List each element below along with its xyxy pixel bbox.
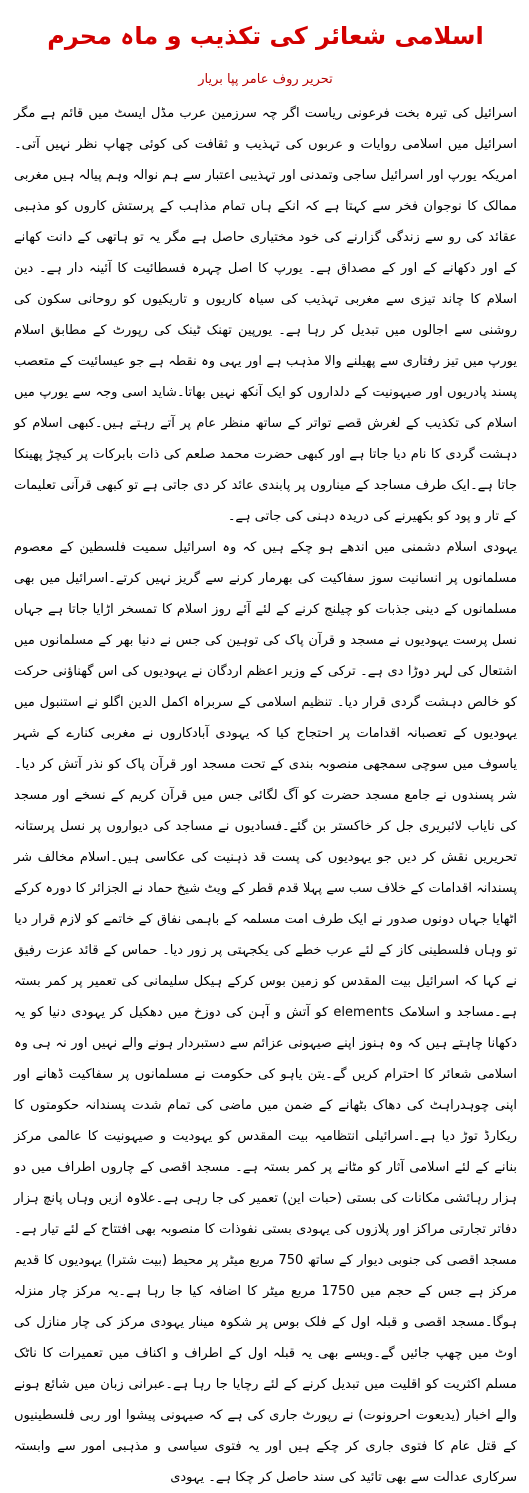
article-body [14,98,517,1493]
article-title: اسلامی شعائر کی تکذیب و ماہ محرم [47,22,484,50]
article-byline: تحریر روف عامر پپا بریار [198,72,333,87]
article-paragraph: اسرائیل کی تیرہ بخت فرعونی ریاست اگر چہ سرزمین عرب مڈل ایسٹ میں قائم ہے مگر اسرائیل میں اسلامی روایات و عربوں کی تہذیب و ثقافت کی کوئی چھاپ نظر نہیں آتی۔امریکہ یورپ اور اسرائیل ساجی وتمدنی اور تہذیبی اعتبار سے ہم نوالہ وہم پیالہ ہیں مغربی ممالک کا نوجوان فخر سے کہتا ہے کہ انکے ہاں تمام مذاہب کے پرستش کاروں کو مذہبی عقائد کی رو سے زندگی گزارنے کی خود مختیاری حاصل ہے مگر یہ تو ہاتھی کے دانت کھانے کے اور دکھانے کے اور کے مصداق ہے۔ یورپ کا اصل چہرہ فسطائیت کا آئینہ دار ہے۔ دین اسلام کا چاند تیزی سے مغربی تہذیب کی سیاہ کاریوں و تاریکیوں کو روحانی سکون کی روشنی سے اجالوں میں تبدیل کر رہا ہے۔ یورپین تھنک ٹینک کی رپورٹ کے مطابق اسلام یورپ میں تیز رفتاری سے پھیلنے والا مذہب ہے اور یہی وہ نقطہ ہے جو عیسائیت کے متعصب پسند پادریوں اور صیہونیت کے دلداروں کو ایک آنکھ نہیں بھاتا۔شاید اسی وجہ سے یورپ میں اسلام کی تکذیب کے لغرش قصے تواتر کے ساتھ منظر عام پر آتے رہتے ہیں۔کبھی اسلام کو دہشت گردی کا نام دیا جاتا ہے اور کبھی حضرت محمد صلعم کی ذات بابرکات پر کیچڑ پھینکا جاتا ہے۔ایک طرف مساجد کے میناروں پر پابندی عائد کر دی جاتی ہے تو کبھی قرآنی تعلیمات کے تار و پود کو بکھیرنے کی دریدہ دہنی کی جاتی ہے۔ [14,106,517,524]
article-paragraph: یہودی اسلام دشمنی میں اندھے ہو چکے ہیں کہ وہ اسرائیل سمیت فلسطین کے معصوم مسلمانوں پر انسانیت سوز سفاکیت کی بھرمار کرنے سے گریز نہیں کرتے۔اسرائیل میں بھی مسلمانوں کے دینی جذبات کو چیلنج کرنے کے لئے آئے روز اسلام کا تمسخر اڑایا جاتا ہے جہاں نسل پرست یہودیوں نے مسجد و قرآن پاک کی توہین کی جس نے دنیا بھر کے مسلمانوں میں اشتعال کی لہر دوڑا دی ہے۔ ترکی کے وزیر اعظم اردگان نے یہودیوں کی اس گھناؤنی حرکت کو خالص دہشت گردی قرار دیا۔ تنظیم اسلامی کے سربراہ اکمل الدین اگلو نے استنبول میں یہودیوں کے تعصبانہ اقدامات پر احتجاج کیا کہ یہودی آبادکاروں نے مغربی کنارے کے شہر یاسوف میں سوچی سمجھی منصوبہ بندی کے تحت مسجد اور قرآن پاک کو نذر آتش کر دیا۔شر پسندوں نے جامع مسجد حضرت کو آگ لگائی جس میں قرآن کریم کے نسخے اور مسجد کی نایاب لائبریری جل کر خاکستر بن گئے۔فسادیوں نے مساجد کی دیواروں پر نسل پرستانہ تحریریں نقش کر دیں جو یہودیوں کی پست قد ذہنیت کی عکاسی ہیں۔اسلام مخالف شر پسندانہ اقدامات کے خلاف سب سے پہلا قدم قطر کے ویٹ شیخ حماد نے الجزائر کا دورہ کرکے اٹھایا جہاں دونوں صدور نے ایک طرف امت مسلمہ کے باہمی نفاق کے خاتمے کو لازم قرار دیا تو وہاں فلسطینی کاز کے لئے عرب خطے کی یکجہتی پر زور دیا۔ حماس کے قائد عزت رفیق نے کہا کہ اسرائیل بیت المقدس کو زمین بوس کرکے ہیکل سلیمانی کی تعمیر پر کمر بستہ ہے۔مساجد و اسلامک elements کو آتش و آہن کی دوزخ میں دھکیل کر یہودی دنیا کو یہ دکھانا چاہتے ہیں کہ وہ ہنوز اپنے صیہونی عزائم سے دستبردار ہونے والے نہیں اور نہ ہی وہ اسلامی شعائر کا احترام کریں گے۔یتن یاہو کی حکومت نے مسلمانوں پر سفاکیت ڈھانے اور اپنی چوہدراہٹ کی دھاک بٹھانے کے ضمن میں ماضی کی تمام شدت پسندانہ حکومتوں کا ریکارڈ توڑ دیا ہے۔اسرائیلی انتظامیہ بیت المقدس کو یہودیت و صیہونیت کا عالمی مرکز بنانے کے لئے اسلامی آثار کو مٹانے پر کمر بستہ ہے۔ مسجد اقصی کے چاروں اطراف میں دو ہزار رہائشی مکانات کی بستی (حبات این) تعمیر کی جا رہی ہے۔علاوہ ازیں وہاں پانچ ہزار دفاتر تجارتی مراکز اور پلازوں کی یہودی بستی نفوذات کا منصوبہ بھی افتتاح کے لئے تیار ہے۔ مسجد اقصی کی جنوبی دیوار کے ساتھ 750 مربع میٹر پر محیط (بیت شترا) یہودیوں کا قدیم مرکز ہے جس کے حجم میں 1750 مربع میٹر کا اضافہ کیا جا رہا ہے۔یہ مرکز چار منزلہ ہوگا۔مسجد اقصی و قبلہ اول کے فلک بوس پر شکوہ مینار یہودی مرکز کی چار منازل کی اوٹ میں چھپ جائیں گے۔ویسے بھی یہ قبلہ اول کے اطراف و اکناف میں تعمیرات کا ناٹک مسلم اکثریت کو اقلیت میں تبدیل کرنے کے لئے رچایا جا رہا ہے۔عبرانی زبان میں شائع ہونے والے اخبار (یدیعوت احرونوت) نے رپورٹ جاری کی ہے کہ صیہونی پیشوا اور ربی فلسطینیوں کے قتل عام کا فتوی جاری کر چکے ہیں اور یہ فتوی سیاسی و مذہبی امور سے وابستہ سرکاری عدالت سے بھی تائید کی سند حاصل کر چکا ہے۔ یہودی [14,540,517,1485]
